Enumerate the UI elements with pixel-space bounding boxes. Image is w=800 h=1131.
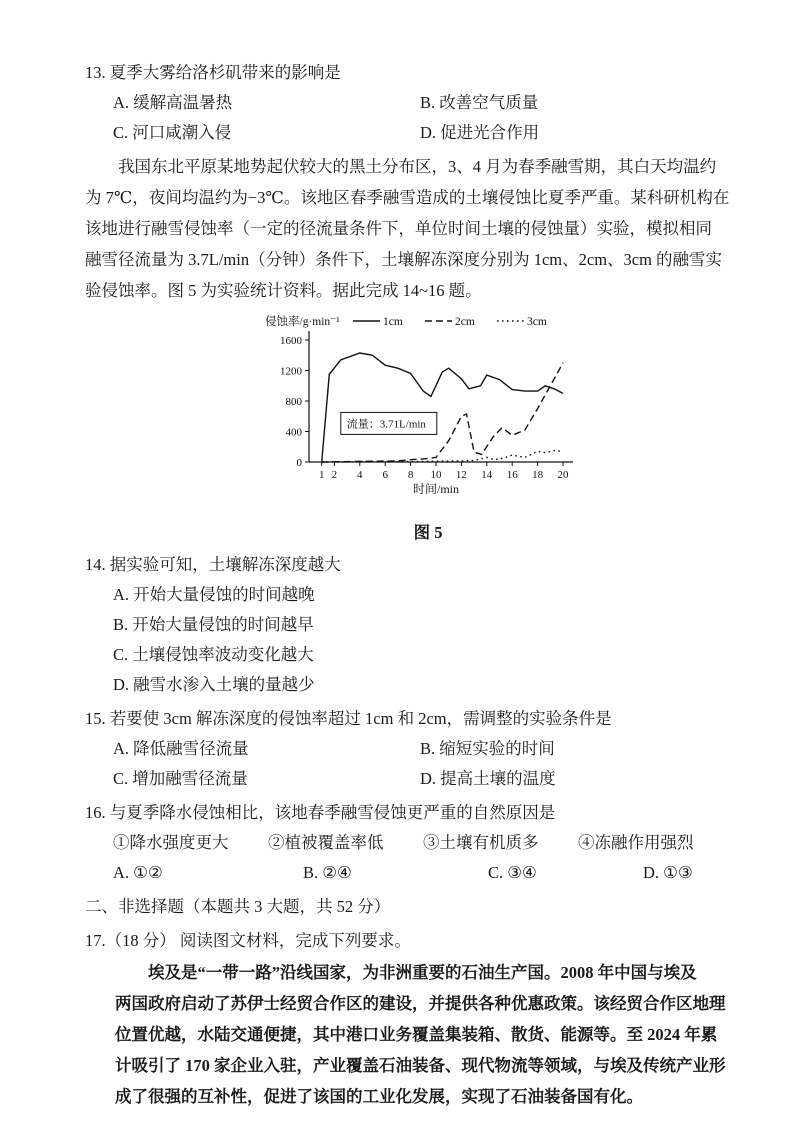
q13-option-d: D. 促进光合作用 — [420, 123, 540, 142]
q17-material-line-4: 计吸引了 170 家企业入驻，产业覆盖石油装备、现代物流等领域，与埃及传统产业形 — [115, 1056, 726, 1075]
q16-option-d: D. ①③ — [643, 863, 693, 882]
erosion-rate-chart — [263, 312, 593, 520]
svg-text:0: 0 — [296, 457, 302, 469]
q13-options-row-2 — [113, 118, 794, 148]
q14-option-b: B. 开始大量侵蚀的时间越早 — [113, 615, 314, 634]
passage-line-3: 该地进行融雪侵蚀率（一定的径流量条件下，单位时间土壤的侵蚀量）实验，模拟相同 — [85, 219, 712, 238]
svg-text:侵蚀率/g·min⁻¹: 侵蚀率/g·min⁻¹ — [265, 316, 340, 328]
q17-material-line-2: 两国政府启动了苏伊士经贸合作区的建设，并提供各种优惠政策。该经贸合作区地理 — [115, 994, 726, 1013]
question-17 — [85, 926, 794, 1112]
svg-text:800: 800 — [285, 396, 302, 408]
q17-material-line-1: 埃及是“一带一路”沿线国家，为非洲重要的石油生产国。2008 年中国与埃及 — [148, 963, 697, 982]
svg-text:10: 10 — [430, 469, 442, 481]
q16-option-b: B. ②④ — [303, 863, 352, 882]
svg-text:14: 14 — [481, 469, 493, 481]
svg-text:3cm: 3cm — [527, 316, 547, 328]
svg-text:400: 400 — [285, 426, 302, 439]
svg-text:1cm: 1cm — [383, 316, 403, 328]
passage-14-16 — [85, 151, 794, 306]
passage-line-5: 验侵蚀率。图 5 为实验统计资料。据此完成 14~16 题。 — [85, 281, 482, 300]
passage-line-4: 融雪径流量为 3.7L/min（分钟）条件下，土壤解冻深度分别为 1cm、2cm、3cm 的融雪实 — [85, 250, 723, 269]
svg-text:流量：3.71L/min: 流量：3.71L/min — [346, 418, 426, 431]
q15-stem: 15. 若要使 3cm 解冻深度的侵蚀率超过 1cm 和 2cm，需调整的实验条件是 — [85, 709, 612, 728]
q16-item-1: ①降水强度更大 — [113, 833, 229, 852]
svg-text:2cm: 2cm — [455, 316, 475, 328]
svg-text:12: 12 — [455, 469, 467, 481]
q16-item-3: ③土壤有机质多 — [423, 833, 539, 852]
q14-option-c: C. 土壤侵蚀率波动变化越大 — [113, 645, 314, 664]
q15-option-d: D. 提高土壤的温度 — [420, 769, 556, 788]
svg-text:2: 2 — [331, 469, 338, 481]
svg-text:1600: 1600 — [280, 335, 302, 347]
q16-options-row — [113, 858, 794, 888]
question-13 — [85, 58, 794, 148]
q14-option-a: A. 开始大量侵蚀的时间越晚 — [113, 585, 315, 604]
q16-item-2: ②植被覆盖率低 — [268, 833, 384, 852]
q13-option-b: B. 改善空气质量 — [420, 93, 539, 112]
q15-option-c: C. 增加融雪径流量 — [113, 769, 248, 788]
q17-stem: 17.（18 分） 阅读图文材料，完成下列要求。 — [85, 931, 411, 950]
q17-material-line-3: 位置优越，水陆交通便捷，其中港口业务覆盖集装箱、散货、能源等。至 2024 年累 — [115, 1025, 718, 1044]
svg-text:16: 16 — [506, 469, 518, 481]
passage-line-2: 为 7℃，夜间均温约为−3℃。该地区春季融雪造成的土壤侵蚀比夏季严重。某科研机构在 — [85, 188, 730, 207]
q13-stem: 13. 夏季大雾给洛杉矶带来的影响是 — [85, 63, 341, 82]
q13-options-row-1 — [113, 88, 794, 118]
q16-stem: 16. 与夏季降水侵蚀相比，该地春季融雪侵蚀更严重的自然原因是 — [85, 803, 556, 822]
erosion-rate-chart-svg — [263, 312, 593, 510]
svg-text:6: 6 — [382, 469, 388, 481]
q15-options-row-2 — [113, 764, 794, 794]
svg-text:20: 20 — [557, 469, 569, 481]
section-2-title: 二、非选择题（本题共 3 大题，共 52 分） — [85, 897, 391, 916]
q16-items-row — [113, 828, 794, 858]
question-14 — [85, 550, 794, 700]
q14-option-d: D. 融雪水渗入土壤的量越少 — [113, 675, 315, 694]
svg-text:18: 18 — [532, 469, 544, 481]
q16-option-a: A. ①② — [113, 863, 163, 882]
q15-option-a: A. 降低融雪径流量 — [113, 739, 249, 758]
q17-material-line-5: 成了很强的互补性，促进了该国的工业化发展，实现了石油装备国有化。 — [115, 1087, 643, 1106]
svg-text:1: 1 — [318, 469, 325, 481]
figure-caption: 图 5 — [413, 523, 443, 542]
q14-stem: 14. 据实验可知，土壤解冻深度越大 — [85, 555, 341, 574]
svg-text:1200: 1200 — [280, 365, 302, 378]
question-16 — [85, 798, 794, 888]
q16-item-4: ④冻融作用强烈 — [578, 833, 694, 852]
q13-option-c: C. 河口咸潮入侵 — [113, 123, 232, 142]
q15-option-b: B. 缩短实验的时间 — [420, 739, 555, 758]
question-15 — [85, 704, 794, 794]
q17-material — [115, 957, 784, 1112]
passage-line-1: 我国东北平原某地势起伏较大的黑土分布区，3、4 月为春季融雪期，其白天均温约 — [118, 157, 717, 176]
q15-options-row-1 — [113, 734, 794, 764]
q16-option-c: C. ③④ — [488, 863, 537, 882]
svg-text:8: 8 — [407, 469, 414, 481]
svg-text:4: 4 — [357, 469, 363, 481]
q13-option-a: A. 缓解高温暑热 — [113, 93, 233, 112]
svg-text:时间/min: 时间/min — [412, 482, 460, 496]
